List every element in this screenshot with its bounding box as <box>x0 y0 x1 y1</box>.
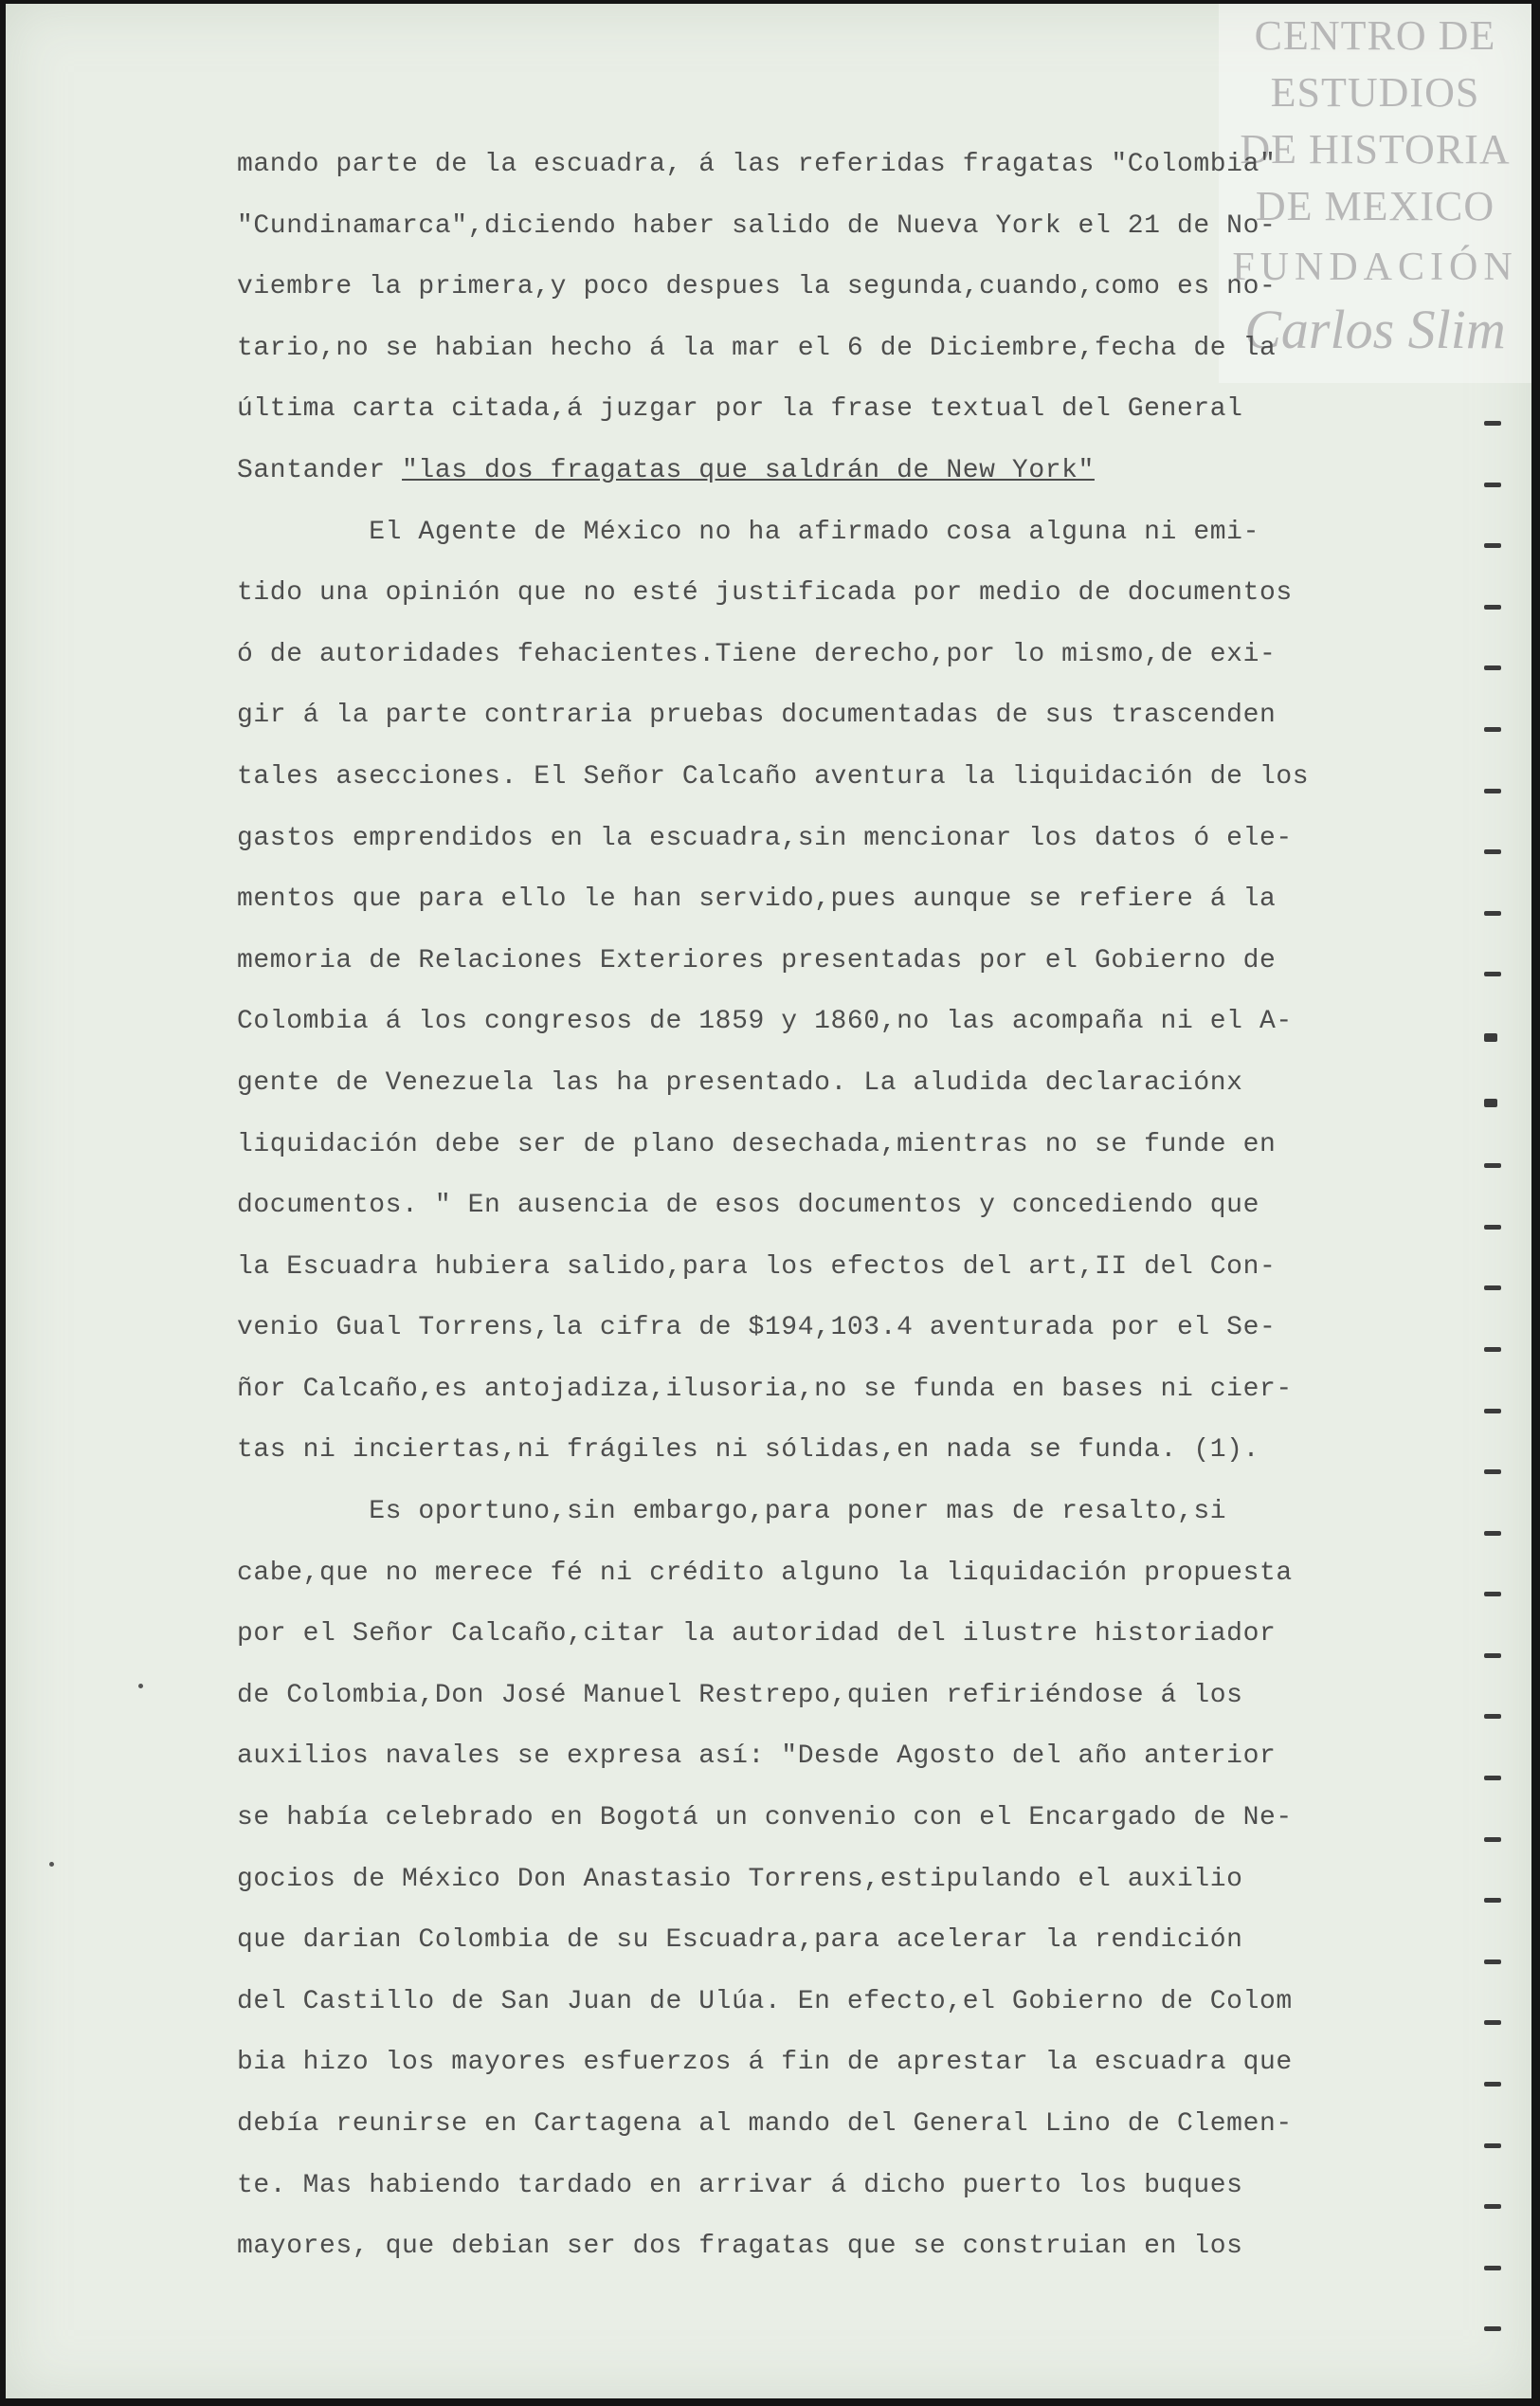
underlined-quote: "las dos fragatas que saldrán de New York" <box>402 455 1095 485</box>
margin-mark <box>1484 1714 1501 1719</box>
text-line: de Colombia,Don José Manuel Restrepo,quien refiriéndose á los <box>237 1680 1243 1710</box>
text-line: tas ni inciertas,ni frágiles ni sólidas,en nada se funda. (1). <box>237 1435 1259 1466</box>
text-line: mayores, que debian ser dos fragatas que se construian en los <box>237 2232 1243 2262</box>
text-line: gente de Venezuela las ha presentado. La aludida declaraciónx <box>237 1067 1243 1098</box>
margin-mark <box>1484 2266 1501 2270</box>
text-line: tido una opinión que no esté justificada por medio de documentos <box>237 578 1293 609</box>
margin-mark <box>1484 911 1501 916</box>
stamp-signature: Carlos Slim <box>1244 299 1506 360</box>
margin-mark <box>1484 2020 1501 2025</box>
text-line: se había celebrado en Bogotá un convenio con el Encargado de Ne- <box>237 1803 1293 1833</box>
text-line: mando parte de la escuadra, á las referidas fragatas "Colombia" <box>237 150 1277 179</box>
margin-mark <box>1484 972 1501 976</box>
stamp-line-3: DE HISTORIA <box>1240 126 1511 173</box>
text-line: cabe,que no merece fé ni crédito alguno la liquidación propuesta <box>237 1558 1293 1588</box>
text-line: última carta citada,á juzgar por la frase textual del General <box>237 394 1243 425</box>
text-line: gir á la parte contraria pruebas documentadas de sus trascenden <box>237 701 1277 731</box>
margin-mark <box>1484 849 1501 854</box>
text-line: Colombia á los congresos de 1859 y 1860,no las acompaña ni el A- <box>237 1007 1293 1037</box>
margin-mark <box>1484 2082 1501 2087</box>
text-line: por el Señor Calcaño,citar la autoridad del ilustre historiador <box>237 1619 1277 1650</box>
text-line: memoria de Relaciones Exteriores presentadas por el Gobierno de <box>237 945 1277 975</box>
margin-mark <box>1484 1409 1501 1413</box>
margin-mark <box>1484 727 1501 732</box>
text-line: tales asecciones. El Señor Calcaño aventura la liquidación de los <box>237 761 1310 792</box>
paper-speck <box>49 1862 54 1867</box>
margin-mark <box>1484 1898 1501 1903</box>
text-line: del Castillo de San Juan de Ulúa. En efecto,el Gobierno de Colom <box>237 1986 1293 2016</box>
text-line: venio Gual Torrens,la cifra de $194,103.4 aventurada por el Se- <box>237 1313 1277 1343</box>
margin-mark <box>1484 2143 1501 2148</box>
text-line: debía reunirse en Cartagena al mando del General Lino de Clemen- <box>237 2109 1293 2139</box>
margin-mark <box>1484 1776 1501 1780</box>
document-page <box>6 4 1531 2398</box>
paper-speck <box>138 1684 143 1688</box>
margin-mark <box>1484 605 1501 610</box>
typed-body-text <box>237 135 1412 2278</box>
margin-mark <box>1484 421 1501 426</box>
text-line: auxilios navales se expresa así: "Desde Agosto del año anterior <box>237 1741 1277 1772</box>
margin-mark <box>1484 2326 1501 2331</box>
stamp-line-4: FUNDACIÓN <box>1232 246 1518 289</box>
margin-mark <box>1484 543 1501 548</box>
margin-mark <box>1484 1959 1501 1964</box>
margin-mark <box>1484 1347 1501 1352</box>
text-line: la Escuadra hubiera salido,para los efectos del art,II del Con- <box>237 1251 1277 1282</box>
text-line: gastos emprendidos en la escuadra,sin mencionar los datos ó ele- <box>237 823 1293 853</box>
text-line: tario,no se habian hecho á la mar el 6 de Diciembre,fecha de la <box>237 333 1277 363</box>
text-line-start: Santander <box>237 455 403 485</box>
text-line: ñor Calcaño,es antojadiza,ilusoria,no se funda en bases ni cier- <box>237 1374 1293 1404</box>
text-line: mentos que para ello le han servido,pues aunque se refiere á la <box>237 884 1277 915</box>
stamp-line-3b: DE MEXICO <box>1255 183 1495 229</box>
text-line: te. Mas habiendo tardado en arrivar á dicho puerto los buques <box>237 2170 1243 2200</box>
margin-mark <box>1484 483 1501 487</box>
text-line: que darian Colombia de su Escuadra,para acelerar la rendición <box>237 1925 1243 1956</box>
margin-tick-marks <box>1484 421 1513 2388</box>
stamp-line-1: CENTRO DE <box>1254 12 1496 59</box>
text-line: Es oportuno,sin embargo,para poner mas de resalto,si <box>237 1497 1227 1527</box>
margin-mark <box>1484 1225 1501 1230</box>
stamp-line-2: ESTUDIOS <box>1270 69 1480 116</box>
margin-mark <box>1484 789 1501 793</box>
text-line: liquidación debe ser de plano desechada,mientras no se funde en <box>237 1129 1277 1159</box>
text-line: "Cundinamarca",diciendo haber salido de Nueva York el 21 de No- <box>237 210 1277 241</box>
margin-mark <box>1484 1469 1501 1474</box>
text-line: viembre la primera,y poco despues la segunda,cuando,como es no- <box>237 272 1277 302</box>
margin-mark <box>1484 1285 1501 1290</box>
margin-mark <box>1484 665 1501 670</box>
margin-mark <box>1484 1531 1501 1536</box>
margin-mark <box>1484 1033 1497 1042</box>
margin-mark <box>1484 2204 1501 2209</box>
text-line-with-quote <box>237 441 1412 502</box>
text-line: gocios de México Don Anastasio Torrens,estipulando el auxilio <box>237 1864 1243 1894</box>
text-line: bia hizo los mayores esfuerzos á fin de aprestar la escuadra que <box>237 2048 1293 2078</box>
margin-mark <box>1484 1099 1497 1107</box>
text-line: documentos. " En ausencia de esos documentos y concediendo que <box>237 1191 1259 1221</box>
margin-mark <box>1484 1837 1501 1842</box>
margin-mark <box>1484 1163 1501 1168</box>
margin-mark <box>1484 1592 1501 1596</box>
text-line: ó de autoridades fehacientes.Tiene derecho,por lo mismo,de exi- <box>237 639 1277 669</box>
text-line: El Agente de México no ha afirmado cosa alguna ni emi- <box>237 517 1259 547</box>
margin-mark <box>1484 1653 1501 1658</box>
